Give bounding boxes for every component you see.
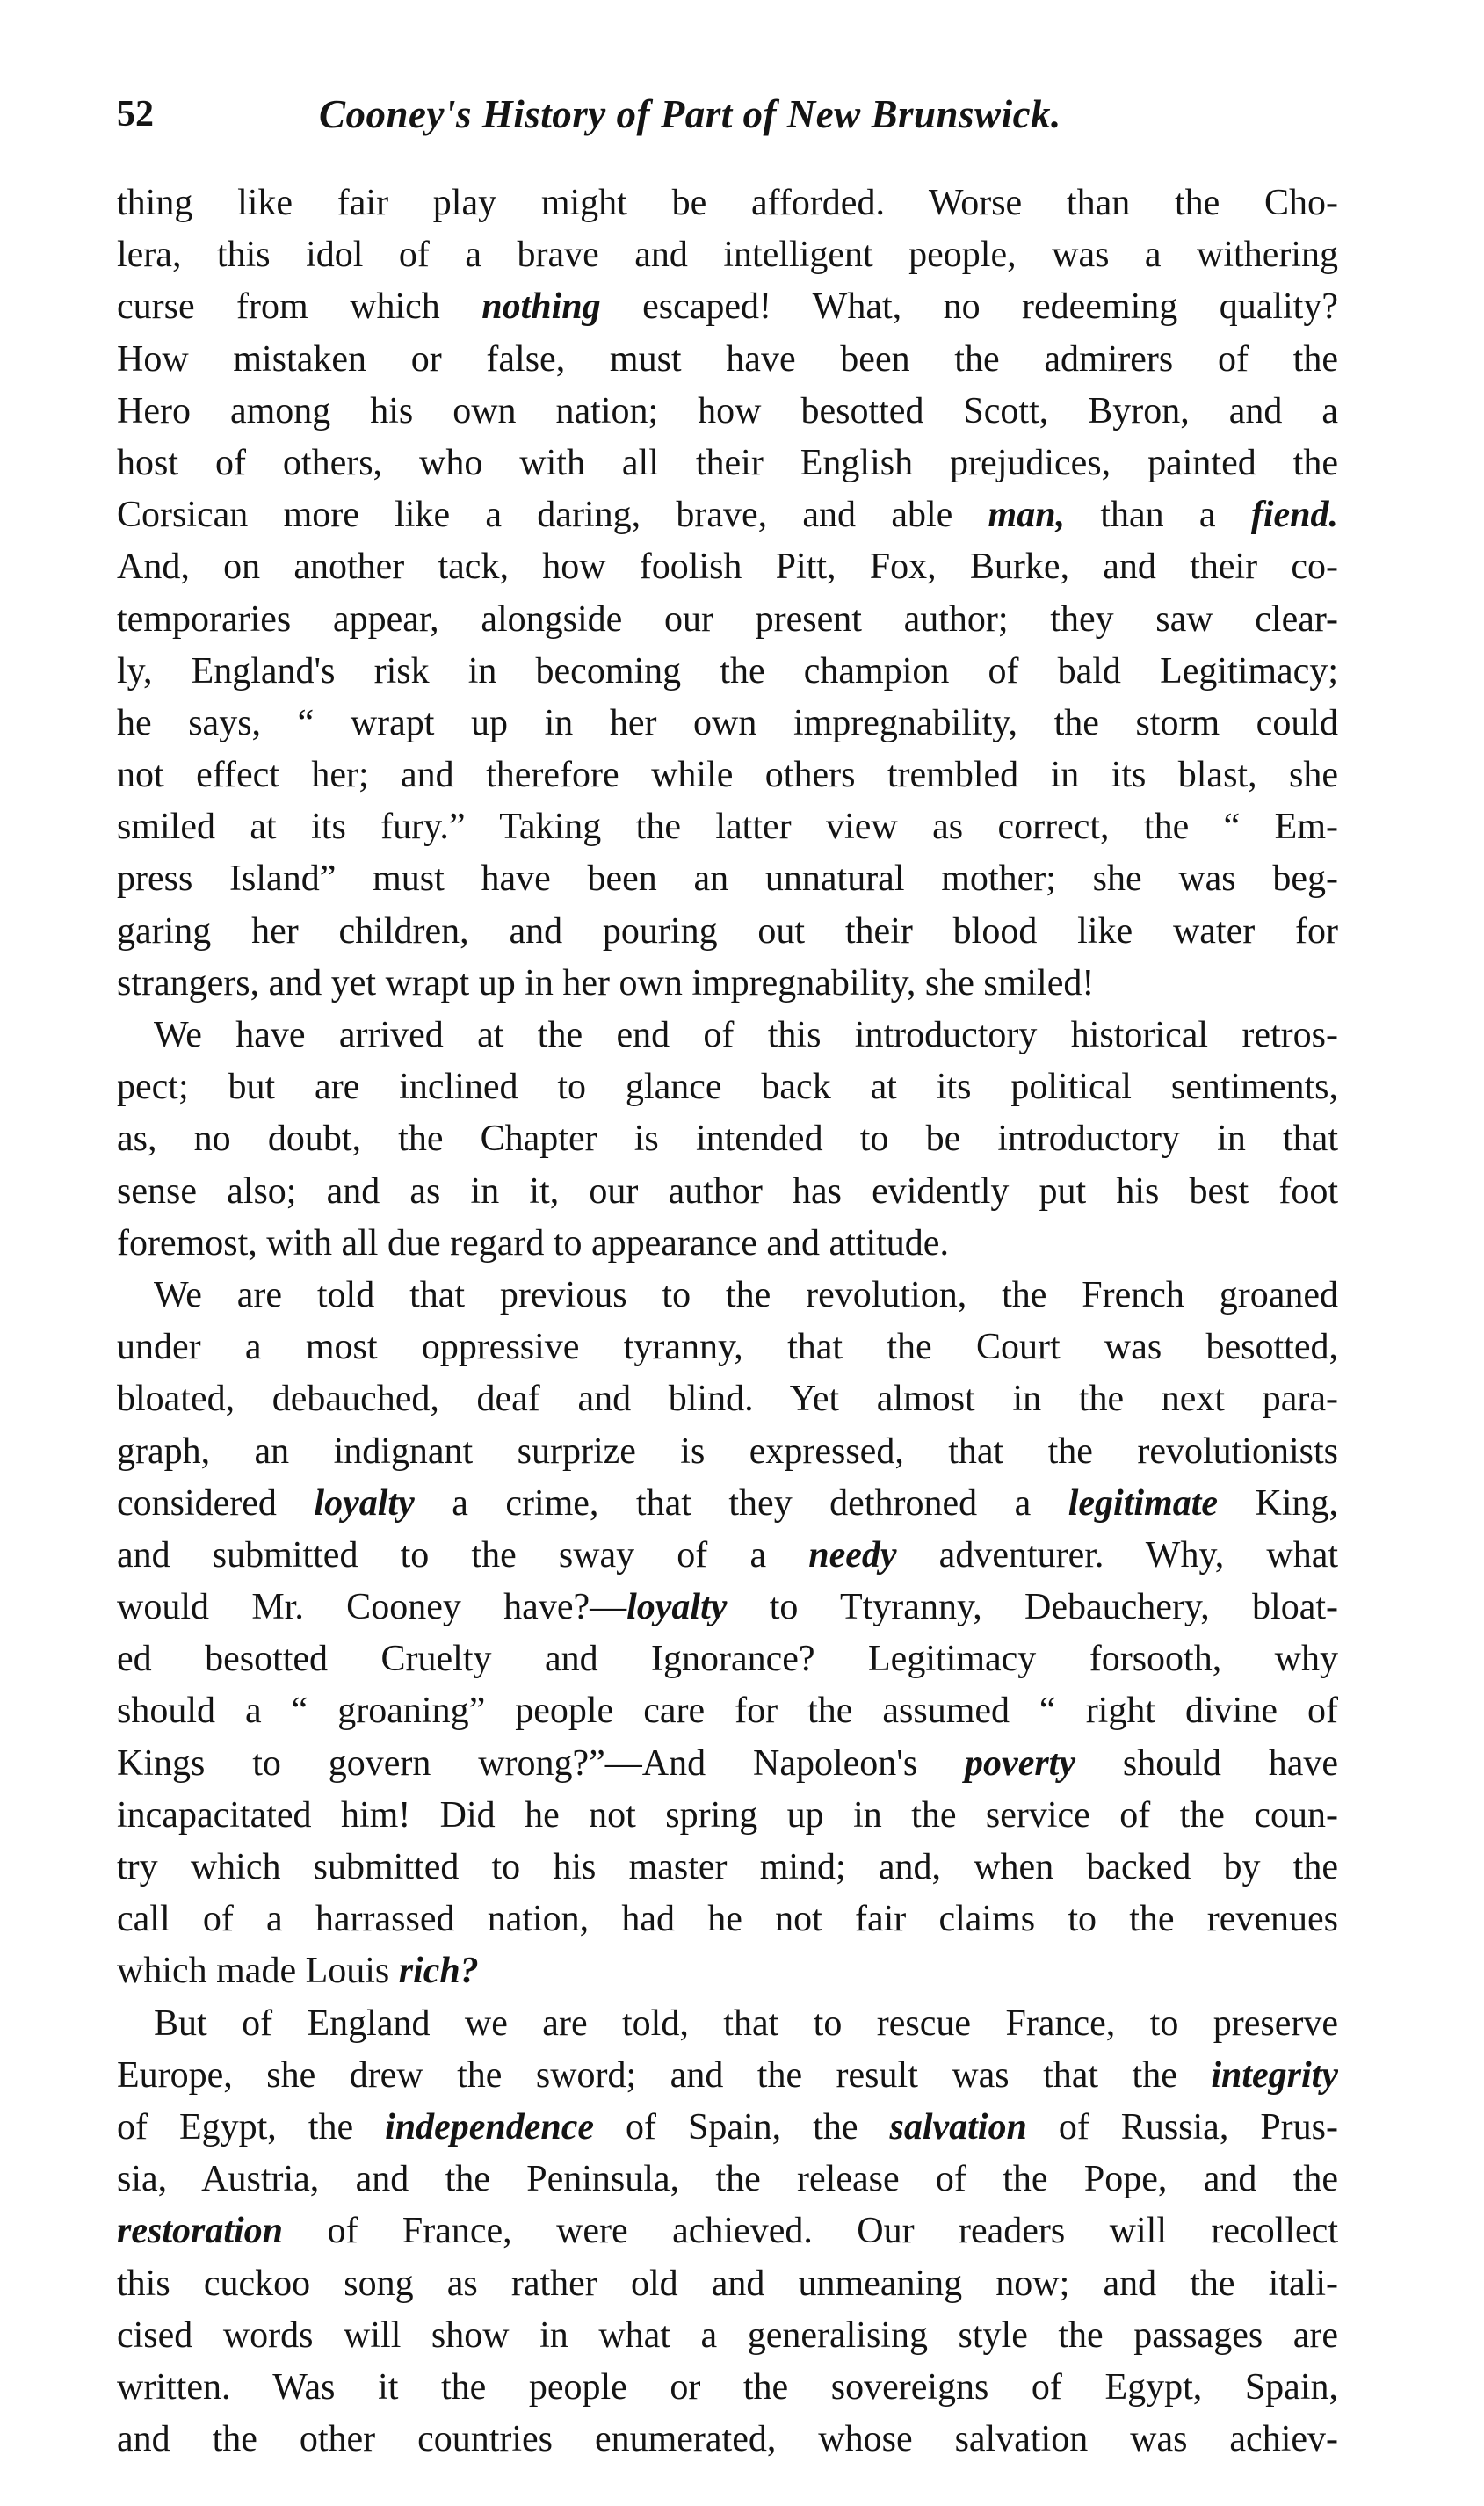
text-line [117,1530,1338,1582]
page-header [117,88,1338,141]
text-segment: graph, an indignant surprize is expressed, that the revolutionists [117,1430,1338,1472]
text-segment: try which submitted to his master mind; and, when backed by the [117,1847,1338,1887]
text-line [117,1582,1338,1633]
text-segment: should have [1075,1742,1338,1784]
text-segment: foremost, with all due regard to appearance and attitude. [117,1222,949,1264]
text-segment: ly, England's risk in becoming the champion of bald Legitimacy; [117,650,1338,692]
italic-text: loyalty [314,1482,415,1524]
text-segment: should a “ groaning” people care for the assumed “ right divine of [117,1691,1338,1732]
text-segment: incapacitated him! Did he not spring up in the service of the coun- [117,1794,1338,1836]
text-segment: he says, “ wrapt up in her own impregnability, the storm could [117,702,1338,743]
text-segment: ed besotted Cruelty and Ignorance? Legitimacy forsooth, why [117,1639,1338,1680]
text-line [117,1478,1338,1530]
text-segment: Hero among his own nation; how besotted Scott, Byron, and a [117,390,1338,431]
text-line [117,1270,1338,1322]
italic-text: salvation [889,2106,1027,2147]
text-segment: sense also; and as in it, our author has evidently put his best foot [117,1170,1338,1212]
text-segment: and submitted to the sway of a [117,1534,809,1575]
text-segment: Corsican more like a daring, brave, and able [117,495,988,536]
text-line [117,1322,1338,1373]
text-line [117,698,1338,750]
text-line [117,1113,1338,1165]
text-line [117,750,1338,801]
text-line [117,229,1338,281]
italic-text: rich? [398,1951,479,1992]
text-line [117,801,1338,853]
text-line [117,1894,1338,1945]
text-segment: garing her children, and pouring out their blood like water for [117,910,1338,952]
text-segment: not effect her; and therefore while others trembled in its blast, she [117,755,1338,796]
text-segment: We have arrived at the end of this introductory historical retros- [154,1015,1338,1055]
italic-text: nothing [481,286,601,328]
text-segment: thing like fair play might be afforded. Worse than the Cho- [117,183,1338,223]
text-segment: a crime, that they dethroned a [414,1482,1068,1524]
text-segment: to Ttyranny, Debauchery, bloat- [727,1587,1338,1628]
italic-text: restoration [117,2211,284,2252]
text-segment: would Mr. Cooney have?— [117,1587,627,1628]
text-line [117,853,1338,905]
text-line [117,1790,1338,1842]
text-line [117,541,1338,593]
text-segment: and the other countries enumerated, whose salvation was achiev- [117,2419,1338,2460]
italic-text: fiend. [1250,495,1338,536]
text-segment: of Egypt, the [117,2106,386,2147]
text-segment: Europe, she drew the sword; and the result was that the [117,2054,1212,2096]
text-line [117,2050,1338,2102]
italic-text: poverty [965,1742,1075,1784]
text-segment: King, [1218,1482,1338,1524]
text-line [117,1842,1338,1894]
text-segment: written. Was it the people or the sovereigns of Egypt, Spain, [117,2366,1338,2408]
text-segment: cised words will show in what a generalising style the passages are [117,2314,1338,2356]
text-line [117,1426,1338,1478]
text-segment: Kings to govern wrong?”—And Napoleon's [117,1742,966,1784]
italic-text: integrity [1211,2054,1338,2096]
italic-text: independence [385,2106,595,2147]
text-line [117,489,1338,541]
text-segment: this cuckoo song as rather old and unmeaning now; and the itali- [117,2263,1338,2304]
text-segment: But of England we are told, that to rescue France, to preserve [154,2003,1338,2044]
text-line [117,334,1338,386]
text-line [117,2205,1338,2257]
page-number: 52 [117,94,154,134]
text-line [117,386,1338,438]
text-line [117,1166,1338,1218]
text-line [117,2258,1338,2310]
text-line [117,281,1338,333]
text-segment: of Russia, Prus- [1026,2106,1338,2147]
text-segment: escaped! What, no redeeming quality? [600,286,1338,328]
text-segment: strangers, and yet wrapt up in her own impregnability, she smiled! [117,962,1095,1003]
text-line [117,1373,1338,1425]
text-segment: sia, Austria, and the Peninsula, the release of the Pope, and the [117,2159,1338,2200]
text-segment: press Island” must have been an unnatural mother; she was beg- [117,858,1338,900]
text-segment: And, on another tack, how foolish Pitt, Fox, Burke, and their co- [117,547,1338,588]
text-segment: as, no doubt, the Chapter is intended to be introductory in that [117,1119,1338,1160]
text-segment: of France, were achieved. Our readers will recollect [283,2211,1338,2252]
text-segment: host of others, who with all their English prejudices, painted the [117,442,1338,483]
text-segment: We are told that previous to the revolution, the French groaned [154,1274,1338,1315]
text-segment: curse from which [117,286,482,328]
text-line [117,1998,1338,2050]
text-segment: temporaries appear, alongside our present author; they saw clear- [117,598,1338,640]
text-segment: bloated, debauched, deaf and blind. Yet almost in the next para- [117,1379,1338,1420]
text-segment: adventurer. Why, what [896,1534,1338,1575]
text-line [117,2414,1338,2466]
text-line [117,1061,1338,1113]
text-line [117,646,1338,698]
text-segment: which made Louis [117,1951,399,1992]
text-line [117,1010,1338,1061]
text-line [117,2310,1338,2362]
text-line [117,2154,1338,2205]
italic-text: needy [808,1534,897,1575]
italic-text: legitimate [1068,1482,1219,1524]
text-line [117,438,1338,489]
text-line [117,906,1338,958]
text-line [117,1738,1338,1790]
text-line [117,594,1338,646]
body-text [117,177,1338,2466]
text-line [117,1633,1338,1685]
text-segment: How mistaken or false, must have been the admirers of the [117,338,1338,380]
text-segment: considered [117,1482,315,1524]
text-segment: smiled at its fury.” Taking the latter view as correct, the “ Em- [117,807,1338,848]
text-line [117,1685,1338,1737]
text-segment: pect; but are inclined to glance back at its political sentiments, [117,1067,1338,1108]
italic-text: loyalty [626,1587,728,1628]
text-line [117,177,1338,229]
text-line [117,2102,1338,2154]
running-title: Cooney's History of Part of New Brunswick. [319,92,1061,136]
text-line [117,958,1338,1010]
text-line [117,2362,1338,2414]
text-segment: under a most oppressive tyranny, that the Court was besotted, [117,1327,1338,1368]
text-line [117,1945,1338,1997]
text-segment: than a [1065,495,1251,536]
text-line [117,1218,1338,1270]
text-segment: lera, this idol of a brave and intelligent people, was a withering [117,235,1338,276]
text-segment: call of a harrassed nation, had he not fair claims to the revenues [117,1899,1338,1940]
italic-text: man, [988,495,1066,536]
text-segment: of Spain, the [594,2106,890,2147]
